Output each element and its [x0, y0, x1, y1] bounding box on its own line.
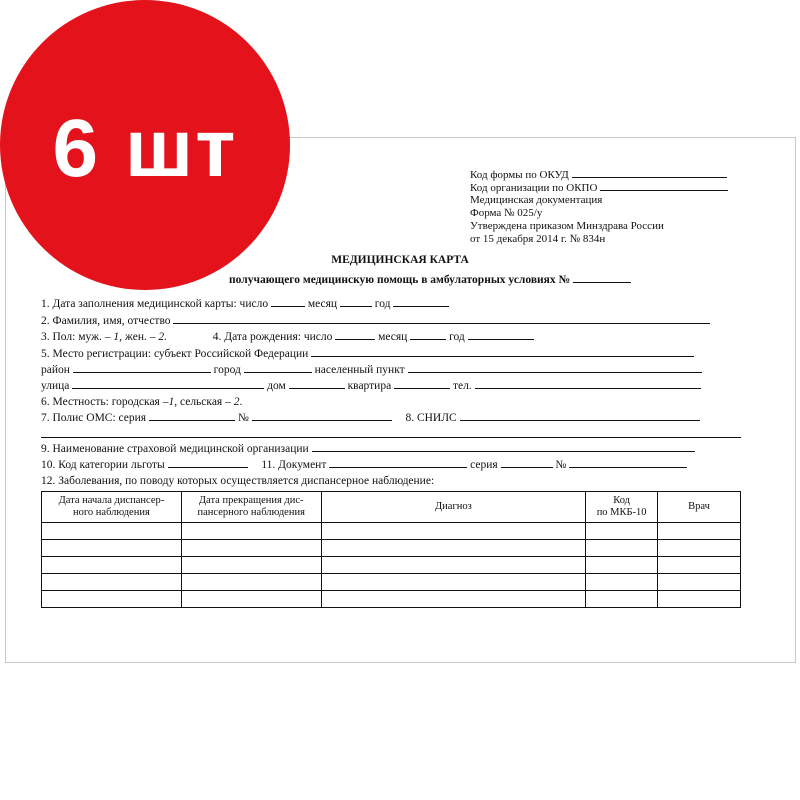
phone-label: тел. — [452, 380, 472, 392]
col-end-date — [181, 492, 321, 523]
col-end-date-line2: пансерного наблюдения — [197, 507, 305, 518]
col-icd-line2: по МКБ-10 — [596, 507, 647, 518]
dispensary-table — [41, 491, 741, 608]
street-label: улица — [41, 380, 70, 392]
okud-label: Код формы по ОКУД — [470, 169, 569, 181]
insurer-field[interactable] — [312, 442, 695, 452]
table-cell[interactable] — [42, 591, 182, 608]
table-cell[interactable] — [321, 591, 586, 608]
urban-code: 1 — [168, 396, 175, 408]
settlement-field[interactable] — [408, 363, 702, 373]
field-6-end: . — [239, 396, 243, 408]
field-8-label: 8. СНИЛС — [405, 412, 457, 424]
table-cell[interactable] — [181, 574, 321, 591]
birth-day-field[interactable] — [335, 330, 375, 340]
quantity-badge — [0, 0, 290, 290]
table-cell[interactable] — [181, 557, 321, 574]
okud-line — [470, 168, 727, 182]
fill-date-day[interactable] — [271, 297, 305, 307]
phone-field[interactable] — [475, 379, 701, 389]
field-5-label: 5. Место регистрации: субъект Российской Федерации — [41, 348, 309, 360]
field-2-row — [41, 314, 741, 328]
field-3-4-row — [41, 330, 741, 344]
field-1-row — [41, 297, 741, 311]
benefit-code-field[interactable] — [168, 458, 248, 468]
field-7-label: 7. Полис ОМС: серия — [41, 412, 147, 424]
field-3-label: 3. Пол: муж. – — [41, 331, 111, 343]
field-5-address-row — [41, 363, 741, 377]
oms-number-field[interactable] — [252, 411, 392, 421]
col-start-date — [42, 492, 182, 523]
field-1-year-label: год — [374, 298, 391, 310]
table-cell[interactable] — [658, 557, 741, 574]
table-row — [42, 540, 741, 557]
document-number-field[interactable] — [569, 458, 687, 468]
field-7-8-row — [41, 411, 741, 425]
table-cell[interactable] — [586, 591, 658, 608]
document-number-label: № — [555, 459, 567, 471]
snils-field[interactable] — [460, 411, 700, 421]
table-cell[interactable] — [658, 591, 741, 608]
fill-date-year[interactable] — [393, 297, 449, 307]
oms-number-label: № — [237, 412, 249, 424]
table-cell[interactable] — [181, 591, 321, 608]
table-cell[interactable] — [181, 523, 321, 540]
okud-field[interactable] — [572, 168, 727, 178]
rural-code: 2 — [233, 396, 240, 408]
document-field[interactable] — [329, 458, 467, 468]
field-2-label: 2. Фамилия, имя, отчество — [41, 315, 171, 327]
col-icd-code — [586, 492, 658, 523]
field-1-month-label: месяц — [307, 298, 338, 310]
oms-series-field[interactable] — [149, 411, 235, 421]
settlement-label: населенный пункт — [314, 364, 405, 376]
female-label: жен. – — [124, 331, 156, 343]
field-5-row — [41, 347, 741, 361]
table-cell[interactable] — [181, 540, 321, 557]
birth-month-field[interactable] — [410, 330, 446, 340]
col-end-date-line1: Дата прекращения дис- — [198, 495, 304, 506]
subtitle-text: получающего медицинскую помощь в амбулаторных условиях № — [229, 274, 571, 286]
card-number-field[interactable] — [573, 273, 631, 283]
rural-label: , сельская – — [174, 396, 231, 408]
table-row — [42, 574, 741, 591]
field-4-label: 4. Дата рождения: число — [212, 331, 333, 343]
field-10-11-row — [41, 458, 741, 472]
field-1-label: 1. Дата заполнения медицинской карты: число — [41, 298, 269, 310]
street-field[interactable] — [72, 379, 264, 389]
field-4-year-label: год — [449, 331, 465, 343]
apartment-label: квартира — [347, 380, 392, 392]
table-cell[interactable] — [586, 540, 658, 557]
approved-date: от 15 декабря 2014 г. № 834н — [470, 233, 606, 245]
table-cell[interactable] — [658, 523, 741, 540]
blank-line[interactable] — [41, 437, 741, 438]
birth-year-field[interactable] — [468, 330, 534, 340]
female-code: 2. — [158, 331, 167, 343]
table-row — [42, 557, 741, 574]
city-field[interactable] — [244, 363, 312, 373]
field-9-label: 9. Наименование страховой медицинской организации — [41, 443, 309, 455]
fill-date-month[interactable] — [340, 297, 372, 307]
district-field[interactable] — [73, 363, 211, 373]
col-icd-line1: Код — [613, 495, 631, 506]
field-12-label: 12. Заболевания, по поводу которых осуществляется диспансерное наблюдение: — [41, 475, 435, 487]
table-cell[interactable] — [321, 574, 586, 591]
region-field[interactable] — [311, 347, 694, 357]
field-5-street-row — [41, 379, 741, 393]
okpo-label: Код организации по ОКПО — [470, 182, 598, 194]
field-6-row — [41, 395, 741, 409]
med-doc-label: Медицинская документация — [470, 194, 603, 206]
house-label: дом — [267, 380, 286, 392]
col-doctor: Врач — [658, 492, 741, 523]
table-header-row — [42, 492, 741, 523]
field-12-row — [41, 474, 741, 488]
table-cell[interactable] — [42, 574, 182, 591]
table-cell[interactable] — [586, 523, 658, 540]
city-label: город — [213, 364, 241, 376]
col-start-date-line1: Дата начала диспансер- — [58, 495, 165, 506]
table-cell[interactable] — [42, 540, 182, 557]
col-diagnosis: Диагноз — [321, 492, 586, 523]
table-cell[interactable] — [586, 574, 658, 591]
field-9-row — [41, 442, 741, 456]
table-cell[interactable] — [42, 557, 182, 574]
col-start-date-line2: ного наблюдения — [73, 507, 150, 518]
field-11-label: 11. Документ — [261, 459, 327, 471]
table-cell[interactable] — [586, 557, 658, 574]
full-name-field[interactable] — [173, 314, 710, 324]
male-code: 1, — [113, 331, 123, 343]
table-cell[interactable] — [321, 557, 586, 574]
approved-label: Утверждена приказом Минздрава России — [470, 220, 664, 232]
document-title: МЕДИЦИНСКАЯ КАРТА — [331, 254, 469, 266]
okpo-line — [470, 181, 728, 195]
okpo-field[interactable] — [600, 181, 728, 191]
quantity-badge-text: 6 шт — [52, 103, 238, 194]
apartment-field[interactable] — [394, 379, 450, 389]
table-cell[interactable] — [321, 540, 586, 557]
house-field[interactable] — [289, 379, 345, 389]
document-series-field[interactable] — [501, 458, 553, 468]
table-row — [42, 523, 741, 540]
district-label: район — [41, 364, 70, 376]
table-cell[interactable] — [658, 540, 741, 557]
field-10-label: 10. Код категории льготы — [41, 459, 165, 471]
table-row — [42, 591, 741, 608]
table-cell[interactable] — [42, 523, 182, 540]
document-series-label: серия — [470, 459, 498, 471]
table-cell[interactable] — [658, 574, 741, 591]
form-number: Форма № 025/у — [470, 207, 543, 219]
field-4-month-label: месяц — [378, 331, 408, 343]
field-6-label: 6. Местность: городская – — [41, 396, 169, 408]
table-cell[interactable] — [321, 523, 586, 540]
